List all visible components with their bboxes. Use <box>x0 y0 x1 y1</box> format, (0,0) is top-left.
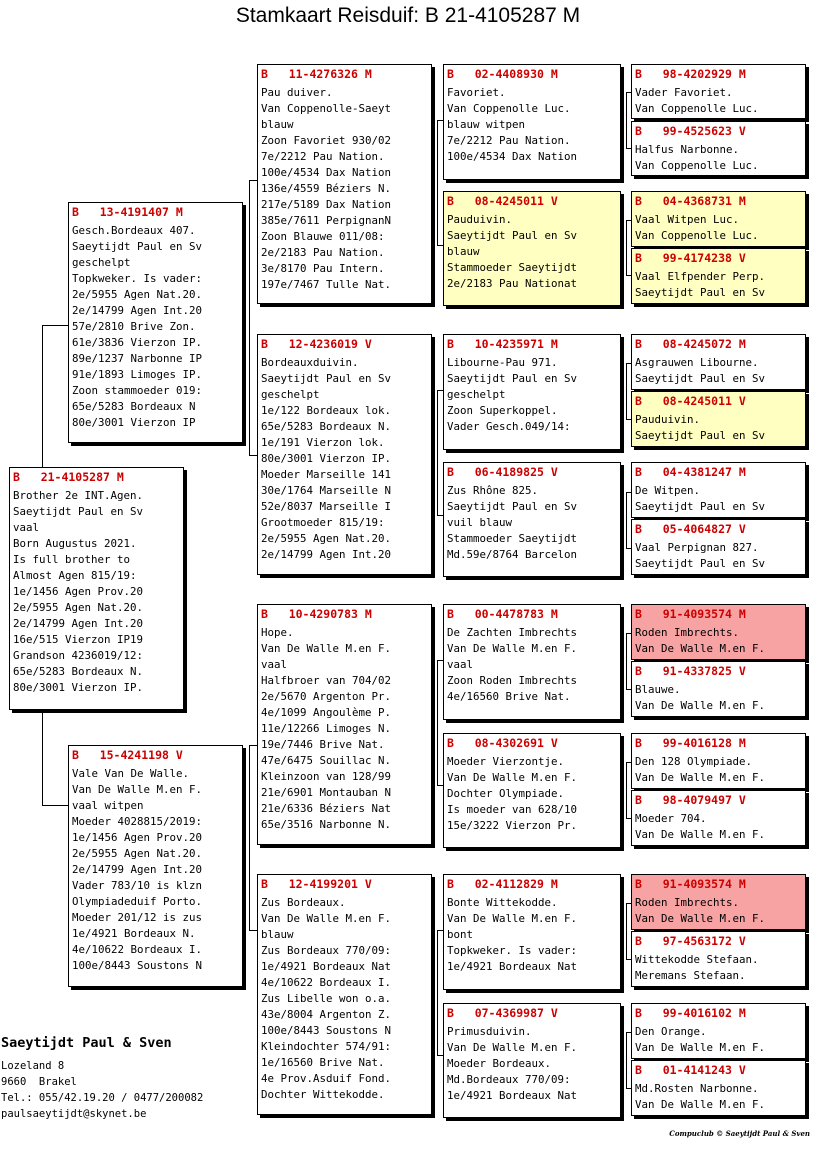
bird-info-line: 47e/6475 Souillac N. <box>261 754 392 767</box>
bird-info-line: Gesch.Bordeaux 407. <box>72 224 196 237</box>
bird-card-ffmm <box>631 248 806 304</box>
bird-info-line: Wittekodde Stefaan. <box>635 953 759 966</box>
bird-info-line: 1e/4921 Bordeaux Nat <box>447 960 578 973</box>
bird-info-line: blauw <box>447 245 480 258</box>
bird-info-line: De Zachten Imbrechts <box>447 626 578 639</box>
bird-ring-number: B 11-4276326 M <box>261 67 372 81</box>
bird-card-mfff <box>631 604 806 660</box>
bird-info-line: 4e/10622 Bordeaux I. <box>72 943 203 956</box>
bird-info-line: Grootmoeder 815/19: <box>261 516 385 529</box>
bird-info-line: Van De Walle M.en F. <box>447 912 578 925</box>
bird-card-mother <box>68 745 243 987</box>
bird-card-mfmm <box>631 790 806 846</box>
bird-info-line: 1e/4921 Bordeaux N. <box>72 927 196 940</box>
bird-ring-number: B 08-4245072 M <box>635 337 746 351</box>
bird-info-line: Van De Walle M.en F. <box>261 642 392 655</box>
bird-info-line: 2e/5955 Agen Nat.20. <box>72 288 203 301</box>
bird-ring-number: B 12-4199201 V <box>261 877 372 891</box>
bird-ring-number: B 99-4174238 V <box>635 251 746 265</box>
bird-info-line: 65e/5283 Bordeaux N <box>72 400 196 413</box>
bird-info-line: 2e/5955 Agen Nat.20. <box>72 847 203 860</box>
bird-info-line: Van De Walle M.en F. <box>635 642 766 655</box>
bird-info-line: Pauduivin. <box>447 213 513 226</box>
bird-ring-number: B 21-4105287 M <box>13 470 124 484</box>
bird-ring-number: B 10-4235971 M <box>447 337 558 351</box>
bird-info-line: Brother 2e INT.Agen. <box>13 489 144 502</box>
bird-info-line: blauw <box>261 118 294 131</box>
bird-info-line: Van Coppenolle-Saeyt <box>261 102 392 115</box>
bird-info-line: Zoon Favoriet 930/02 <box>261 134 392 147</box>
bird-card-mm <box>257 874 432 1115</box>
bird-card-ffm <box>443 191 621 306</box>
bird-card-fffm <box>631 121 806 176</box>
bird-info-line: blauw witpen <box>447 118 526 131</box>
bird-card-ffmf <box>631 191 806 247</box>
bird-info-line: 4e/10622 Bordeaux I. <box>261 976 392 989</box>
bird-info-line: 217e/5189 Dax Nation <box>261 198 392 211</box>
bird-info-line: 11e/12266 Limoges N. <box>261 722 392 735</box>
bird-info-line: Van De Walle M.en F. <box>635 699 766 712</box>
bird-info-line: geschelpt <box>261 388 320 401</box>
owner-email: paulsaeytijdt@skynet.be <box>1 1108 147 1120</box>
bird-info-line: Is full brother to <box>13 553 131 566</box>
bird-ring-number: B 00-4478783 M <box>447 607 558 621</box>
bird-info-line: Pauduivin. <box>635 413 701 426</box>
bird-info-line: Zoon Blauwe 011/08: <box>261 230 385 243</box>
bird-info-line: 57e/2810 Brive Zon. <box>72 320 196 333</box>
bird-info-line: Dochter Wittekodde. <box>261 1088 385 1101</box>
bird-info-line: 80e/3001 Vierzon IP <box>72 416 196 429</box>
bird-info-line: Saeytijdt Paul en Sv <box>447 500 578 513</box>
bird-info-line: Favoriet. <box>447 86 506 99</box>
bird-card-father <box>68 202 243 443</box>
bird-info-line: Van Coppenolle Luc. <box>635 229 759 242</box>
owner-name: Saeytijdt Paul & Sven <box>1 1035 172 1051</box>
bird-info-line: Blauwe. <box>635 683 681 696</box>
bird-ring-number: B 01-4141243 V <box>635 1063 746 1077</box>
bird-info-line: 80e/3001 Vierzon IP. <box>13 681 144 694</box>
bird-ring-number: B 07-4369987 V <box>447 1006 558 1020</box>
bird-info-line: Topkweker. Is vader: <box>72 272 203 285</box>
bird-info-line: Vader Gesch.049/14: <box>447 420 571 433</box>
bird-info-line: Halfbroer van 704/02 <box>261 674 392 687</box>
bird-info-line: Zoon Superkoppel. <box>447 404 558 417</box>
bird-info-line: De Witpen. <box>635 484 701 497</box>
bird-info-line: 100e/4534 Dax Nation <box>447 150 578 163</box>
bird-info-line: Zoon Roden Imbrechts <box>447 674 578 687</box>
bird-info-line: Asgrauwen Libourne. <box>635 356 759 369</box>
bird-info-line: 21e/6901 Montauban N <box>261 786 392 799</box>
bird-info-line: Van De Walle M.en F. <box>447 771 578 784</box>
bird-card-mf <box>257 604 432 845</box>
bird-info-line: Van De Walle M.en F. <box>635 828 766 841</box>
bird-info-line: Zus Bordeaux 770/09: <box>261 944 392 957</box>
bird-ring-number: B 91-4093574 M <box>635 607 746 621</box>
bird-card-mfmf <box>631 733 806 789</box>
bird-info-line: 16e/515 Vierzon IP19 <box>13 633 144 646</box>
bird-info-line: Van Coppenolle Luc. <box>635 102 759 115</box>
bird-info-line: Libourne-Pau 971. <box>447 356 558 369</box>
bird-info-line: Vaal Elfpender Perp. <box>635 270 766 283</box>
bird-info-line: Kleindochter 574/91: <box>261 1040 392 1053</box>
bird-card-fmmm <box>631 519 806 575</box>
bird-info-line: Saeytijdt Paul en Sv <box>635 500 766 513</box>
bird-info-line: Meremans Stefaan. <box>635 969 746 982</box>
bird-ring-number: B 13-4191407 M <box>72 205 183 219</box>
bird-info-line: 19e/7446 Brive Nat. <box>261 738 385 751</box>
bird-info-line: Van De Walle M.en F. <box>261 912 392 925</box>
bird-ring-number: B 08-4302691 V <box>447 736 558 750</box>
bird-info-line: 61e/3836 Vierzon IP. <box>72 336 203 349</box>
bird-info-line: Moeder Bordeaux. <box>447 1057 552 1070</box>
bird-card-mmmf <box>631 1003 806 1059</box>
bird-info-line: Van Coppenolle Luc. <box>447 102 571 115</box>
bird-info-line: Van De Walle M.en F. <box>635 1041 766 1054</box>
bird-ring-number: B 08-4245011 V <box>447 194 558 208</box>
bird-card-mmf <box>443 874 621 990</box>
bird-info-line: Zus Rhône 825. <box>447 484 539 497</box>
bird-info-line: 3e/8170 Pau Intern. <box>261 262 385 275</box>
bird-info-line: Moeder Vierzontje. <box>447 755 565 768</box>
bird-info-line: 21e/6336 Béziers Nat <box>261 802 392 815</box>
bird-info-line: Pau duiver. <box>261 86 333 99</box>
bird-info-line: Primusduivin. <box>447 1025 532 1038</box>
bird-info-line: vaal <box>261 658 288 671</box>
bird-info-line: Saeytijdt Paul en Sv <box>635 286 766 299</box>
bird-info-line: Vaal Perpignan 827. <box>635 541 759 554</box>
bird-info-line: Bonte Wittekodde. <box>447 896 558 909</box>
bird-info-line: Grandson 4236019/12: <box>13 649 144 662</box>
bird-info-line: 1e/191 Vierzon lok. <box>261 436 385 449</box>
bird-card-fff <box>443 64 621 180</box>
bird-info-line: Van De Walle M.en F. <box>72 783 203 796</box>
bird-info-line: Van De Walle M.en F. <box>635 771 766 784</box>
bird-info-line: Dochter Olympiade. <box>447 787 565 800</box>
bird-info-line: 52e/8037 Marseille I <box>261 500 392 513</box>
bird-info-line: Van De Walle M.en F. <box>447 1041 578 1054</box>
bird-info-line: 2e/14799 Agen Int.20 <box>261 548 392 561</box>
bird-info-line: vaal <box>447 658 474 671</box>
bird-card-fmf <box>443 334 621 450</box>
bird-ring-number: B 10-4290783 M <box>261 607 372 621</box>
bird-info-line: Olympiadeduif Porto. <box>72 895 203 908</box>
bird-info-line: 80e/3001 Vierzon IP. <box>261 452 392 465</box>
bird-info-line: 2e/5955 Agen Nat.20. <box>13 601 144 614</box>
bird-info-line: 100e/8443 Soustons N <box>261 1024 392 1037</box>
bird-ring-number: B 05-4064827 V <box>635 522 746 536</box>
footer-credit: Compuclub © Saeytijdt Paul & Sven <box>669 1129 810 1138</box>
bird-info-line: 1e/1456 Agen Prov.20 <box>13 585 144 598</box>
bird-info-line: 1e/122 Bordeaux lok. <box>261 404 392 417</box>
bird-info-line: Den 128 Olympiade. <box>635 755 753 768</box>
bird-info-line: Topkweker. Is vader: <box>447 944 578 957</box>
bird-info-line: 15e/3222 Vierzon Pr. <box>447 819 578 832</box>
bird-card-mmff <box>631 874 806 930</box>
bird-info-line: Roden Imbrechts. <box>635 896 740 909</box>
bird-card-mffm <box>631 661 806 717</box>
bird-info-line: blauw <box>261 928 294 941</box>
bird-ring-number: B 99-4525623 V <box>635 124 746 138</box>
bird-info-line: Van De Walle M.en F. <box>635 1098 766 1111</box>
bird-card-mmfm <box>631 931 806 987</box>
owner-street: Lozeland 8 <box>1 1060 65 1072</box>
bird-card-main <box>9 467 184 710</box>
bird-card-fmff <box>631 334 806 390</box>
bird-info-line: Almost Agen 815/19: <box>13 569 137 582</box>
bird-info-line: Zus Libelle won o.a. <box>261 992 392 1005</box>
owner-city: 9660 Brakel <box>1 1076 77 1088</box>
bird-card-mfm <box>443 733 621 848</box>
bird-info-line: 4e Prov.Asduif Fond. <box>261 1072 392 1085</box>
bird-info-line: Saeytijdt Paul en Sv <box>635 372 766 385</box>
bird-info-line: 385e/7611 PerpignanN <box>261 214 392 227</box>
bird-info-line: 65e/5283 Bordeaux N. <box>261 420 392 433</box>
bird-info-line: 1e/1456 Agen Prov.20 <box>72 831 203 844</box>
bird-info-line: Moeder 201/12 is zus <box>72 911 203 924</box>
bird-card-fmmf <box>631 462 806 518</box>
bird-card-ff <box>257 64 432 304</box>
bird-info-line: Van De Walle M.en F. <box>635 912 766 925</box>
page-title: Stamkaart Reisduif: B 21-4105287 M <box>235 4 581 27</box>
bird-info-line: Bordeauxduivin. <box>261 356 359 369</box>
bird-ring-number: B 04-4368731 M <box>635 194 746 208</box>
bird-info-line: bont <box>447 928 474 941</box>
bird-card-mmm <box>443 1003 621 1118</box>
bird-ring-number: B 06-4189825 V <box>447 465 558 479</box>
bird-card-fmm <box>443 462 621 577</box>
owner-phone: Tel.: 055/42.19.20 / 0477/200082 <box>1 1092 204 1104</box>
bird-ring-number: B 02-4112829 M <box>447 877 558 891</box>
bird-card-ffff <box>631 64 806 119</box>
bird-info-line: Moeder 704. <box>635 812 707 825</box>
bird-info-line: Vale Van De Walle. <box>72 767 190 780</box>
bird-info-line: 4e/16560 Brive Nat. <box>447 690 571 703</box>
bird-info-line: Hope. <box>261 626 294 639</box>
bird-info-line: Moeder 4028815/2019: <box>72 815 203 828</box>
bird-ring-number: B 02-4408930 M <box>447 67 558 81</box>
bird-info-line: 1e/4921 Bordeaux Nat <box>447 1089 578 1102</box>
bird-info-line: Van De Walle M.en F. <box>447 642 578 655</box>
bird-info-line: vaal witpen <box>72 799 144 812</box>
bird-info-line: 2e/14799 Agen Int.20 <box>13 617 144 630</box>
bird-info-line: 2e/14799 Agen Int.20 <box>72 863 203 876</box>
bird-info-line: vaal <box>13 521 40 534</box>
bird-ring-number: B 91-4337825 V <box>635 664 746 678</box>
bird-info-line: Md.Bordeaux 770/09: <box>447 1073 571 1086</box>
bird-card-fm <box>257 334 432 575</box>
bird-info-line: 65e/3516 Narbonne N. <box>261 818 392 831</box>
bird-info-line: Vader Favoriet. <box>635 86 733 99</box>
bird-info-line: Van Coppenolle Luc. <box>635 159 759 172</box>
bird-info-line: Born Augustus 2021. <box>13 537 137 550</box>
bird-info-line: Zus Bordeaux. <box>261 896 346 909</box>
bird-info-line: Saeytijdt Paul en Sv <box>72 240 203 253</box>
bird-card-mmmm <box>631 1060 806 1116</box>
bird-ring-number: B 98-4079497 V <box>635 793 746 807</box>
bird-info-line: 91e/1893 Limoges IP. <box>72 368 203 381</box>
bird-info-line: 2e/2183 Pau Nation. <box>261 246 385 259</box>
bird-info-line: Saeytijdt Paul en Sv <box>635 557 766 570</box>
bird-info-line: 7e/2212 Pau Nation. <box>447 134 571 147</box>
bird-info-line: 2e/5670 Argenton Pr. <box>261 690 392 703</box>
bird-info-line: Zoon stammoeder 019: <box>72 384 203 397</box>
bird-info-line: 197e/7467 Tulle Nat. <box>261 278 392 291</box>
bird-info-line: vuil blauw <box>447 516 513 529</box>
bird-info-line: 100e/8443 Soustons N <box>72 959 203 972</box>
bird-info-line: 2e/14799 Agen Int.20 <box>72 304 203 317</box>
bird-ring-number: B 08-4245011 V <box>635 394 746 408</box>
bird-info-line: Vader 783/10 is klzn <box>72 879 203 892</box>
bird-info-line: 7e/2212 Pau Nation. <box>261 150 385 163</box>
bird-info-line: Md.Rosten Narbonne. <box>635 1082 759 1095</box>
bird-ring-number: B 04-4381247 M <box>635 465 746 479</box>
bird-info-line: Den Orange. <box>635 1025 707 1038</box>
bird-info-line: 30e/1764 Marseille N <box>261 484 392 497</box>
bird-ring-number: B 99-4016128 M <box>635 736 746 750</box>
bird-ring-number: B 15-4241198 V <box>72 748 183 762</box>
bird-info-line: 89e/1237 Narbonne IP <box>72 352 203 365</box>
bird-info-line: Kleinzoon van 128/99 <box>261 770 392 783</box>
bird-info-line: Stammoeder Saeytijdt <box>447 532 578 545</box>
bird-info-line: Saeytijdt Paul en Sv <box>13 505 144 518</box>
bird-info-line: Saeytijdt Paul en Sv <box>635 429 766 442</box>
bird-info-line: 2e/2183 Pau Nationat <box>447 277 578 290</box>
bird-info-line: Saeytijdt Paul en Sv <box>447 372 578 385</box>
bird-ring-number: B 99-4016102 M <box>635 1006 746 1020</box>
bird-info-line: Vaal Witpen Luc. <box>635 213 740 226</box>
bird-info-line: 65e/5283 Bordeaux N. <box>13 665 144 678</box>
bird-info-line: 1e/4921 Bordeaux Nat <box>261 960 392 973</box>
bird-info-line: Halfus Narbonne. <box>635 143 740 156</box>
bird-ring-number: B 98-4202929 M <box>635 67 746 81</box>
bird-card-fmfm <box>631 391 806 447</box>
bird-info-line: Saeytijdt Paul en Sv <box>261 372 392 385</box>
bird-info-line: Roden Imbrechts. <box>635 626 740 639</box>
bird-info-line: 2e/5955 Agen Nat.20. <box>261 532 392 545</box>
bird-info-line: Is moeder van 628/10 <box>447 803 578 816</box>
bird-info-line: Md.59e/8764 Barcelon <box>447 548 578 561</box>
bird-info-line: 43e/8004 Argenton Z. <box>261 1008 392 1021</box>
bird-card-mff <box>443 604 621 720</box>
bird-info-line: Stammoeder Saeytijdt <box>447 261 578 274</box>
bird-info-line: Moeder Marseille 141 <box>261 468 392 481</box>
bird-ring-number: B 91-4093574 M <box>635 877 746 891</box>
bird-info-line: 100e/4534 Dax Nation <box>261 166 392 179</box>
bird-info-line: 1e/16560 Brive Nat. <box>261 1056 385 1069</box>
bird-ring-number: B 12-4236019 V <box>261 337 372 351</box>
bird-info-line: 4e/1099 Angoulème P. <box>261 706 392 719</box>
bird-info-line: geschelpt <box>72 256 131 269</box>
bird-ring-number: B 97-4563172 V <box>635 934 746 948</box>
bird-info-line: 136e/4559 Béziers N. <box>261 182 392 195</box>
bird-info-line: Saeytijdt Paul en Sv <box>447 229 578 242</box>
bird-info-line: geschelpt <box>447 388 506 401</box>
